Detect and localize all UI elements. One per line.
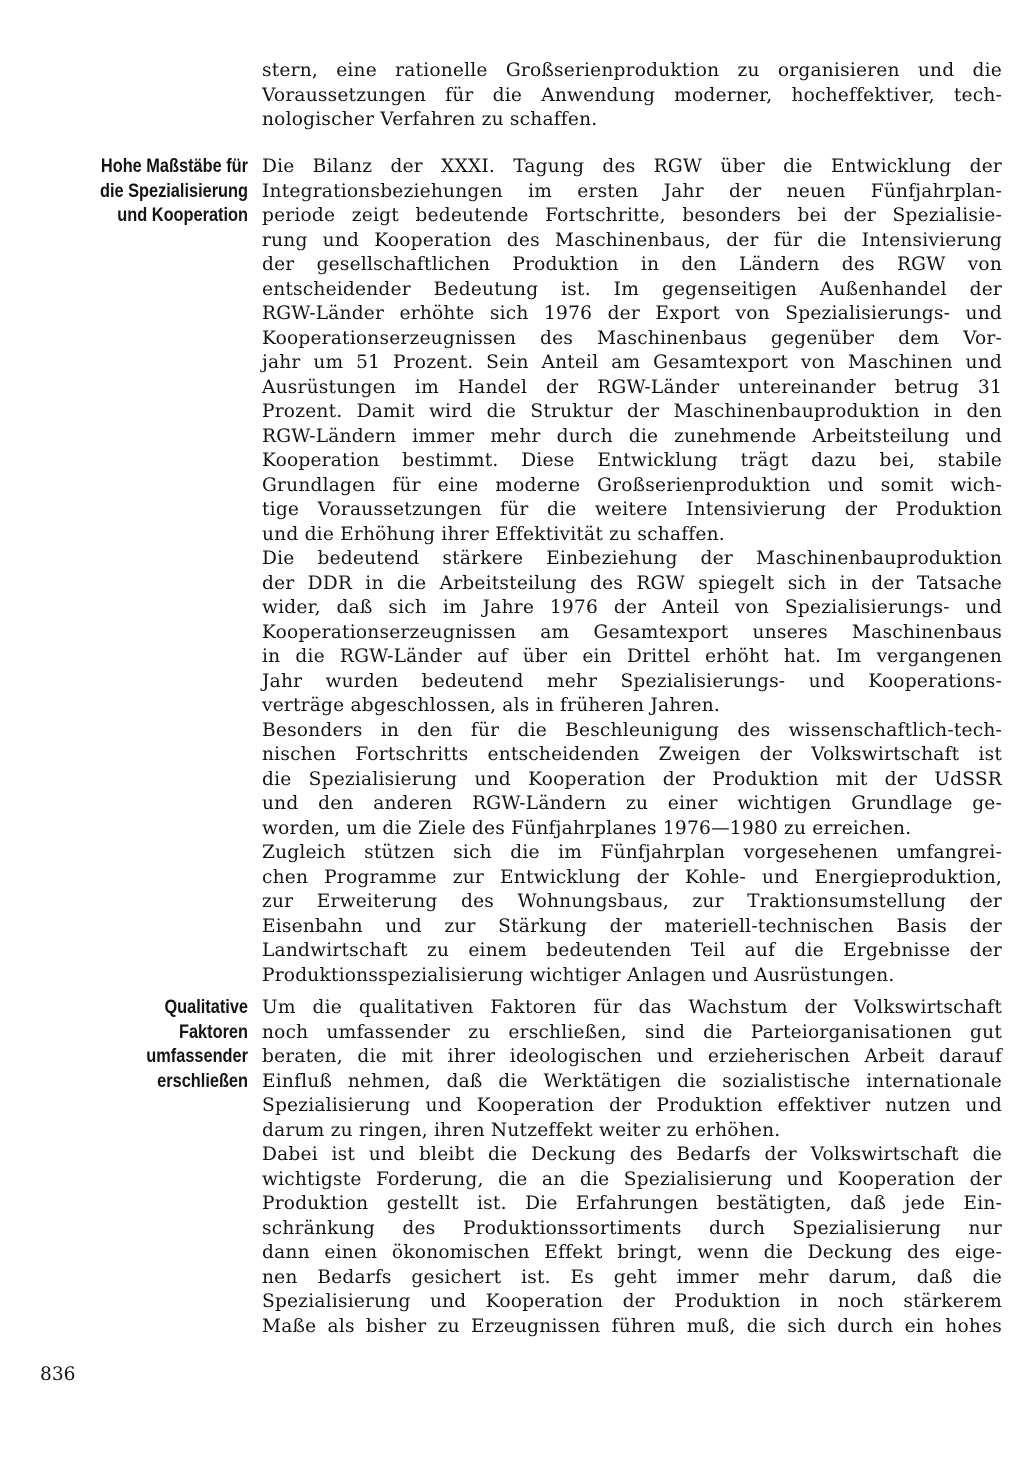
text-line: wichtigste Forderung, die an die Spezialisierung und Kooperation der — [262, 1168, 1002, 1190]
text-line: Spezialisierung und Kooperation der Produktion effektiver nutzen und — [262, 1095, 1002, 1116]
text-line: der gesellschaftlichen Produktion in den Ländern des RGW von — [262, 254, 1002, 275]
text-line: Kooperationserzeugnissen am Gesamtexport unseres Maschinenbaus — [262, 621, 1002, 643]
text-line: Kooperation bestimmt. Diese Entwicklung trägt dazu bei, stabile — [262, 450, 1002, 471]
text-line: wider, daß sich im Jahre 1976 der Anteil von Spezialisierungs- und — [262, 597, 1002, 618]
text-line: jahr um 51 Prozent. Sein Anteil am Gesamtexport von Maschinen und — [262, 352, 1002, 373]
text-line: der DDR in die Arbeitsteilung des RGW spiegelt sich in der Tatsache — [262, 572, 1002, 594]
text-line: Dabei ist und bleibt die Deckung des Bedarfs der Volkswirtschaft die — [262, 1144, 1002, 1165]
text-line: Ausrüstungen im Handel der RGW-Länder untereinander betrug 31 — [262, 376, 1002, 398]
margin-note-faktoren — [69, 996, 248, 1094]
text-line: verträge abgeschlossen, als in früheren Jahren. — [262, 695, 721, 716]
text-line: darum zu ringen, ihren Nutzeffekt weiter zu erhöhen. — [262, 1119, 781, 1141]
text-line: Eisenbahn und zur Stärkung der materiell-technischen Basis der — [262, 915, 1002, 937]
section-qualitative-faktoren — [262, 996, 1002, 1339]
margin-note-line: Faktoren — [178, 1021, 248, 1043]
text-line: Zugleich stützen sich die im Fünfjahrplan vorgesehenen umfangrei- — [262, 842, 1002, 863]
text-line: und den anderen RGW-Ländern zu einer wichtigen Grundlage ge- — [262, 793, 1002, 814]
text-line: Voraussetzungen für die Anwendung moderner, hocheffektiver, tech- — [262, 84, 1002, 106]
text-line: Die bedeutend stärkere Einbeziehung der Maschinenbauproduktion — [262, 548, 1002, 569]
intro-paragraph — [262, 59, 1002, 133]
text-line: RGW-Ländern immer mehr durch die zunehmende Arbeitsteilung und — [262, 425, 1002, 447]
margin-note-line: die Spezialisierung — [99, 180, 248, 202]
margin-note-line: Qualitative — [164, 997, 248, 1018]
text-line: entscheidender Bedeutung ist. Im gegenseitigen Außenhandel der — [262, 278, 1002, 300]
text-line: Spezialisierung und Kooperation der Produktion in noch stärkerem — [262, 1291, 1002, 1312]
margin-note-line: und Kooperation — [117, 205, 249, 226]
page-number: 836 — [40, 1364, 76, 1385]
text-line: nen Bedarfs gesichert ist. Es geht immer mehr darum, daß die — [262, 1266, 1002, 1288]
text-line: worden, um die Ziele des Fünfjahrplanes 1976—1980 zu erreichen. — [262, 817, 912, 839]
paragraph — [262, 547, 1002, 719]
text-line: Die Bilanz der XXXI. Tagung des RGW über die Entwicklung der — [262, 156, 1002, 177]
text-line: Landwirtschaft zu einem bedeutenden Teil auf die Ergebnisse der — [262, 940, 1002, 961]
margin-note-line: Hohe Maßstäbe für — [100, 156, 248, 177]
text-line: noch umfassender zu erschließen, sind die Parteiorganisationen gut — [262, 1021, 1002, 1043]
text-line: nologischer Verfahren zu schaffen. — [262, 109, 598, 130]
text-line: chen Programme zur Entwicklung der Kohle- und Energieproduktion, — [262, 866, 1002, 888]
text-line: beraten, die mit ihrer ideologischen und erzieherischen Arbeit darauf — [262, 1046, 1002, 1067]
text-line: Prozent. Damit wird die Struktur der Maschinenbauproduktion in den — [262, 401, 1002, 422]
text-line: dann einen ökonomischen Effekt bringt, wenn die Deckung des eige- — [262, 1242, 1002, 1263]
margin-note-spezialisierung — [69, 155, 248, 229]
margin-note-line: erschließen — [157, 1070, 248, 1092]
text-line: die Spezialisierung und Kooperation der Produktion mit der UdSSR — [262, 768, 1002, 790]
text-line: nischen Fortschritts entscheidenden Zweigen der Volkswirtschaft ist — [262, 744, 1002, 765]
text-line: Einfluß nehmen, daß die Werktätigen die sozialistische internationale — [262, 1070, 1002, 1092]
text-line: zur Erweiterung des Wohnungsbaus, zur Traktionsumstellung der — [262, 891, 1002, 912]
paragraph — [262, 155, 1002, 547]
text-line: Produktionsspezialisierung wichtiger Anlagen und Ausrüstungen. — [262, 964, 895, 986]
text-line: periode zeigt bedeutende Fortschritte, besonders bei der Spezialisie- — [262, 205, 1002, 226]
text-line: schränkung des Produktionssortiments durch Spezialisierung nur — [262, 1217, 1002, 1239]
text-line: Integrationsbeziehungen im ersten Jahr der neuen Fünfjahrplan- — [262, 180, 1002, 202]
paragraph — [262, 719, 1002, 989]
text-line: Grundlagen für eine moderne Großserienproduktion und somit wich- — [262, 474, 1002, 496]
text-line: in die RGW-Länder auf über ein Drittel erhöht hat. Im vergangenen — [262, 646, 1002, 667]
text-line: Kooperationserzeugnissen des Maschinenbaus gegenüber dem Vor- — [262, 327, 1002, 349]
text-line: Maße als bisher zu Erzeugnissen führen muß, die sich durch ein hohes — [262, 1315, 1002, 1337]
text-line: tige Voraussetzungen für die weitere Intensivierung der Produktion — [262, 499, 1002, 520]
section-spezialisierung — [262, 155, 1002, 988]
text-line: Um die qualitativen Faktoren für das Wachstum der Volkswirtschaft — [262, 997, 1002, 1018]
paragraph — [262, 996, 1002, 1143]
paragraph — [262, 1143, 1002, 1339]
text-line: Jahr wurden bedeutend mehr Spezialisierungs- und Kooperations- — [262, 670, 1002, 692]
text-line: und die Erhöhung ihrer Effektivität zu schaffen. — [262, 523, 725, 545]
text-line: stern, eine rationelle Großserienproduktion zu organisieren und die — [262, 60, 1002, 81]
text-line: rung und Kooperation des Maschinenbaus, der für die Intensivierung — [262, 229, 1002, 251]
margin-note-line: umfassender — [146, 1046, 248, 1067]
text-line: RGW-Länder erhöhte sich 1976 der Export von Spezialisierungs- und — [262, 303, 1002, 324]
text-line: Besonders in den für die Beschleunigung des wissenschaftlich-tech- — [262, 719, 1002, 741]
text-line: Produktion gestellt ist. Die Erfahrungen bestätigten, daß jede Ein- — [262, 1193, 1002, 1214]
